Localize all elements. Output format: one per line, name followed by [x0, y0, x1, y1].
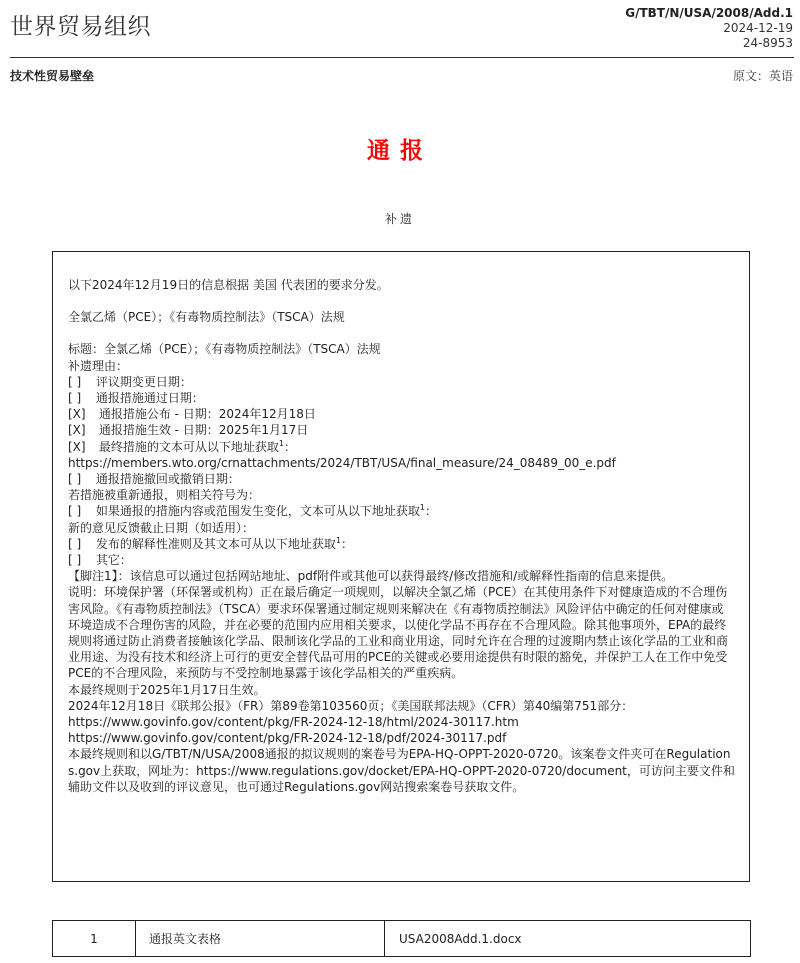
checkbox-mark: [ ]: [68, 391, 82, 406]
checkbox-item: [68, 422, 735, 438]
checkbox-mark: [ ]: [68, 536, 82, 551]
checkbox-label: 最终措施的文本可从以下地址获取: [98, 439, 279, 454]
attachment-file-link[interactable]: USA2008Add.1.docx: [385, 921, 751, 957]
intro-text: 以下2024年12月19日的信息根据 美国 代表团的要求分发。: [68, 278, 389, 292]
checkbox-label: 通报措施公布 - 日期：2024年12月18日: [98, 407, 316, 422]
checkbox-label: 通报措施撤回或撤销日期：: [95, 472, 240, 487]
effective-date-text: 本最终规则于2025年1月17日生效。: [68, 682, 266, 697]
addendum-subtitle: 补遗: [384, 212, 415, 226]
footnote-ref: 1: [278, 438, 284, 448]
govinfo-pdf-link[interactable]: https://www.govinfo.gov/content/pkg/FR-2024-12-18/pdf/2024-30117.pdf: [68, 731, 507, 746]
checkbox-label: 通报措施生效 - 日期：2025年1月17日: [98, 423, 309, 438]
attachment-name: 通报英文表格: [136, 921, 385, 957]
checkbox-mark: [ ]: [68, 374, 82, 389]
organization-name: 世界贸易组织: [10, 14, 151, 40]
checkbox-item: [68, 552, 735, 568]
renotified-text: 若措施被重新通报，则相关符号为：: [68, 488, 261, 503]
reason-label: 补遗理由：: [68, 358, 129, 373]
header-divider: [10, 57, 794, 58]
checkbox-mark: [ ]: [68, 504, 82, 519]
document-meta: [625, 6, 793, 51]
footnote-ref: 1: [335, 535, 341, 545]
checkbox-item: [68, 374, 735, 390]
checkbox-label: 发布的解释性准则及其文本可从以下地址获取: [95, 536, 336, 551]
govinfo-html-link[interactable]: https://www.govinfo.gov/content/pkg/FR-2024-12-18/html/2024-30117.htm: [68, 715, 519, 730]
checkbox-mark: [ ]: [68, 472, 82, 487]
docket-text: 本最终规则和以G/TBT/N/USA/2008通报的拟议规则的案卷号为EPA-HQ-OPPT-2020-0720。该案卷文件夹可在Regulations.gov上获取，网址为：https://www.regulations.gov/docket/EPA-HQ-OPPT-2020-0720/document，可访问主要文件和辅助文件以及收到的评议意见，也可通过Regulations.gov网站搜索案卷号获取文件。: [68, 747, 735, 794]
table-row: [53, 921, 751, 957]
new-deadline-text: 新的意见反馈截止日期（如适用）：: [68, 520, 255, 535]
colon: ：: [340, 536, 353, 551]
checkbox-mark: [ ]: [68, 553, 82, 568]
attachments-table: [52, 920, 751, 957]
checkbox-item: [68, 503, 735, 519]
notification-content-box: [52, 251, 750, 882]
checkbox-mark: [X]: [68, 407, 86, 422]
measure-name: 全氯乙烯（PCE）；《有毒物质控制法》（TSCA）法规: [68, 310, 345, 325]
citation-text: 2024年12月18日《联邦公报》（FR）第89卷第103560页；《美国联邦法规》（CFR）第40编第751部分：: [68, 698, 634, 713]
document-date: 2024-12-19: [723, 21, 793, 35]
checkbox-label: 其它：: [95, 553, 132, 568]
original-language: 原文：英语: [732, 69, 793, 83]
description-text: 说明：环境保护署（环保署或机构）正在最后确定一项规则，以解决全氯乙烯（PCE）在其使用条件下对健康造成的不合理伤害风险。《有毒物质控制法》（TSCA）要求环保署通过制定规则来解决在《有毒物质控制法》风险评估中确定的任何对健康或环境造成不合理伤害的风险，并在必要的范围内应用相关要求，以使化学品不再存在不合理风险。除其他事项外，EPA的最终规则将通过防止消费者接触该化学品、限制该化学品的工业和商业用途，同时允许在合理的过渡期内禁止该化学品的工业和商业用途、为没有技术和经济上可行的更安全替代品可用的PCE的关键或必要用途提供有时限的豁免，并保护工人在工作中免受PCE的不合理风险，来预防与不受控制地暴露于该化学品相关的严重疾病。: [68, 585, 729, 681]
checkbox-mark: [X]: [68, 423, 86, 438]
document-symbol: G/TBT/N/USA/2008/Add.1: [625, 6, 793, 20]
checkbox-mark: [X]: [68, 439, 86, 454]
checkbox-item: [68, 439, 735, 455]
checkbox-label: 如果通报的措施内容或范围发生变化，文本可从以下地址获取: [95, 504, 420, 519]
checkbox-item: [68, 471, 735, 487]
attachment-number: 1: [53, 921, 136, 957]
footnote-ref: 1: [419, 503, 425, 513]
checkbox-item: [68, 406, 735, 422]
document-number: 24-8953: [742, 36, 793, 50]
checkbox-label: 通报措施通过日期：: [95, 391, 204, 406]
colon: ：: [424, 504, 437, 519]
checkbox-item: [68, 390, 735, 406]
committee-name: 技术性贸易壁垒: [10, 69, 95, 83]
checkbox-item: [68, 536, 735, 552]
measure-heading: 标题：全氯乙烯（PCE）；《有毒物质控制法》（TSCA）法规: [68, 342, 381, 357]
notice-title: 通报: [367, 138, 433, 164]
checkbox-label: 评议期变更日期：: [95, 374, 192, 389]
final-measure-link[interactable]: https://members.wto.org/crnattachments/2024/TBT/USA/final_measure/24_08489_00_e.pdf: [68, 455, 616, 470]
footnote-text: 【脚注1】：该信息可以通过包括网站地址、pdf附件或其他可以获得最终/修改措施和/或解释性指南的信息来提供。: [68, 569, 674, 584]
colon: ：: [283, 439, 296, 454]
